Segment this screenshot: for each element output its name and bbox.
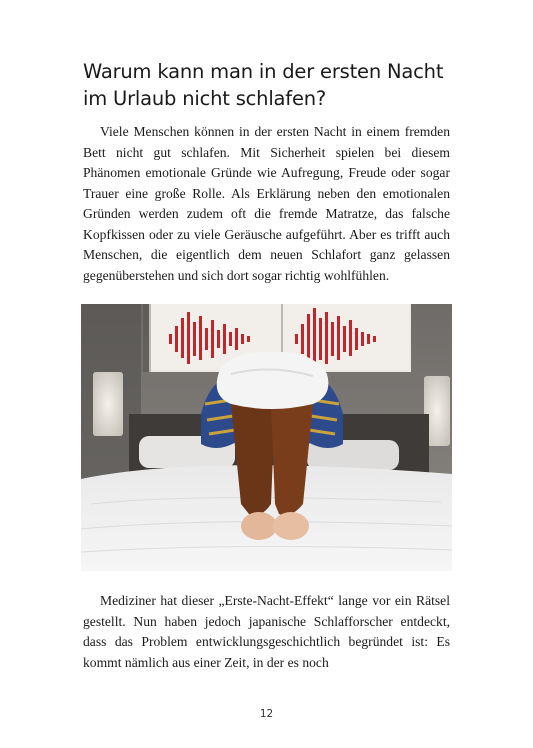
bedroom-photo [81,304,452,571]
paragraph-intro: Viele Menschen können in der ersten Nacht in einem fremden Bett nicht gut schlafen. Mit Sicherheit spielen bei diesem Phänomen emotionale Gründe wie Aufregung, Freude oder sogar Trauer eine große Rolle. Als Erklärung neben den emotionalen Gründen werden zudem oft die fremde Matratze, das falsche Kopfkissen oder zu viele Geräusche aufgeführt. Aber es trifft auch Menschen, die eigentlich dem neuen Schlafort ganz gelassen gegenüberstehen und sich dort sogar richtig wohlfühlen. [83,124,450,283]
paragraph-continued: Mediziner hat dieser „Erste-Nacht-Effekt“ lange vor ein Rätsel gestellt. Nun haben jedoch japanische Schlafforscher entdeckt, dass das Problem entwicklungsgeschichtlich begründet ist: Es kommt nämlich aus einer Zeit, in der es noch [83,593,450,670]
section-heading: Warum kann man in der ersten Nacht im Urlaub nicht schlafen? [83,60,444,110]
page-number: 12 [259,708,274,720]
